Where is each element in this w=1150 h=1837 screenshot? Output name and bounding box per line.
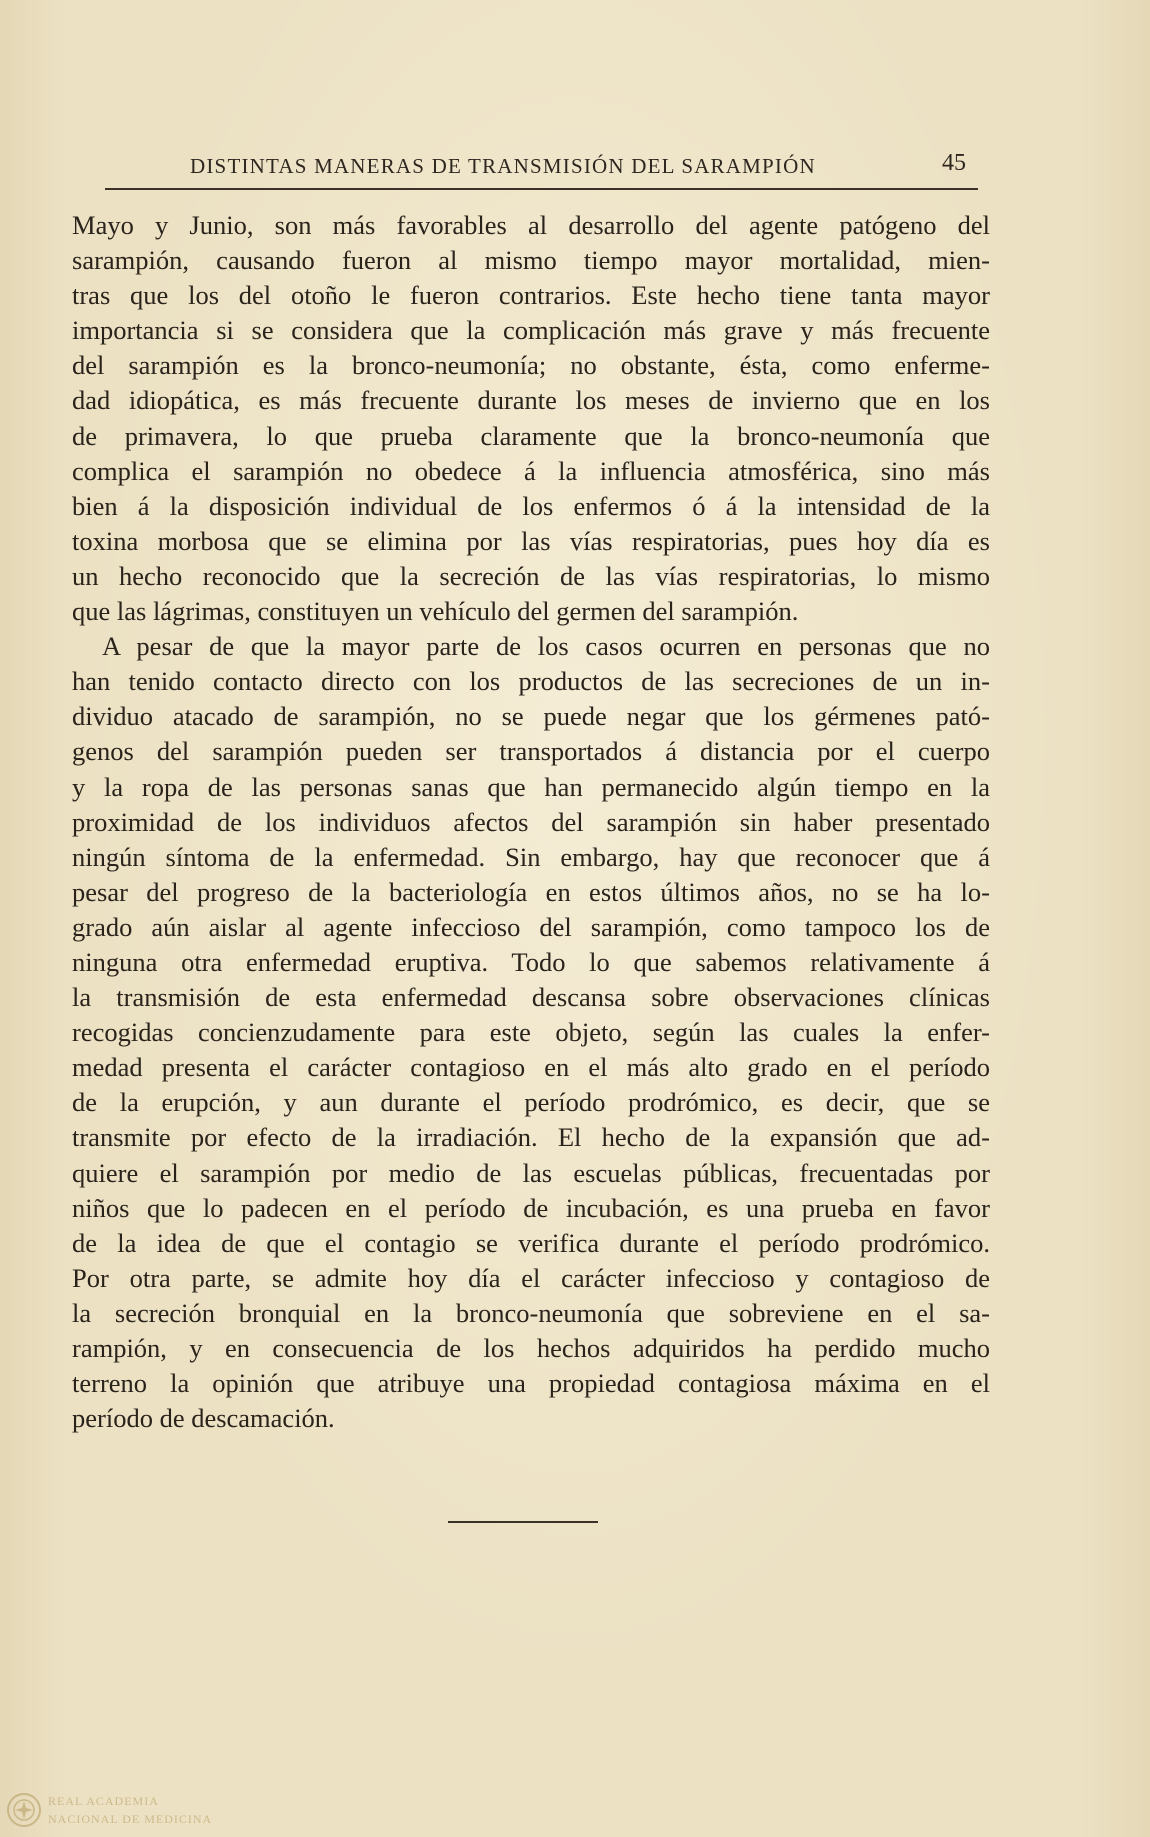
text-line: ningún síntoma de la enfermedad. Sin embargo, hay que reconocer que á [72, 841, 990, 872]
text-line: que las lágrimas, constituyen un vehículo del germen del sarampión. [72, 596, 799, 627]
text-line: la transmisión de esta enfermedad descansa sobre observaciones clínicas [72, 982, 990, 1013]
text-line: sarampión, causando fueron al mismo tiempo mayor mortalidad, mien- [72, 245, 990, 276]
text-line: complica el sarampión no obedece á la influencia atmosférica, sino más [72, 455, 990, 486]
text-line: dad idiopática, es más frecuente durante los meses de invierno que en los [72, 385, 990, 416]
text-line: grado aún aislar al agente infeccioso del sarampión, como tampoco los de [72, 911, 990, 942]
page-number: 45 [942, 150, 966, 176]
end-rule [448, 1521, 598, 1523]
running-title: DISTINTAS MANERAS DE TRANSMISIÓN DEL SARAMPIÓN [190, 154, 816, 178]
watermark-line-2: NACIONAL DE MEDICINA [48, 1812, 213, 1826]
text-line: terreno la opinión que atribuye una propiedad contagiosa máxima en el [72, 1368, 990, 1399]
text-line: transmite por efecto de la irradiación. El hecho de la expansión que ad- [72, 1122, 990, 1153]
text-line: Mayo y Junio, son más favorables al desarrollo del agente patógeno del [72, 210, 990, 240]
text-line: de la idea de que el contagio se verifica durante el período prodrómico. [72, 1227, 990, 1258]
header-rule [105, 188, 978, 190]
text-line: pesar del progreso de la bacteriología en estos últimos años, no se ha lo- [72, 876, 990, 907]
text-line: de la erupción, y aun durante el período prodrómico, es decir, que se [72, 1087, 990, 1118]
text-line: han tenido contacto directo con los productos de las secreciones de un in- [72, 666, 990, 697]
paragraph-start-line: A pesar de que la mayor parte de los casos ocurren en personas que no [102, 631, 990, 662]
watermark-line-1: REAL ACADEMIA [48, 1794, 159, 1808]
text-line: quiere el sarampión por medio de las escuelas públicas, frecuentadas por [72, 1157, 990, 1188]
library-watermark [6, 1790, 246, 1834]
text-line: genos del sarampión pueden ser transportados á distancia por el cuerpo [72, 736, 990, 767]
text-line: y la ropa de las personas sanas que han permanecido algún tiempo en la [72, 771, 990, 802]
text-line: ninguna otra enfermedad eruptiva. Todo lo que sabemos relativamente á [72, 946, 990, 977]
text-line: importancia si se considera que la complicación más grave y más frecuente [72, 315, 990, 346]
text-line: la secreción bronquial en la bronco-neumonía que sobreviene en el sa- [72, 1297, 990, 1328]
text-line: del sarampión es la bronco-neumonía; no obstante, ésta, como enferme- [72, 350, 990, 381]
text-line: toxina morbosa que se elimina por las vías respiratorias, pues hoy día es [72, 525, 990, 556]
text-line: proximidad de los individuos afectos del sarampión sin haber presentado [72, 806, 990, 837]
text-line: período de descamación. [72, 1403, 335, 1434]
text-line: Por otra parte, se admite hoy día el carácter infeccioso y contagioso de [72, 1262, 990, 1293]
running-head [70, 148, 980, 188]
text-line: bien á la disposición individual de los enfermos ó á la intensidad de la [72, 490, 990, 521]
text-line: niños que lo padecen en el período de incubación, es una prueba en favor [72, 1192, 990, 1223]
text-line: un hecho reconocido que la secreción de las vías respiratorias, lo mismo [72, 560, 990, 591]
seal-icon [6, 1792, 42, 1828]
text-line: recogidas concienzudamente para este objeto, según las cuales la enfer- [72, 1017, 990, 1048]
body-text [72, 208, 990, 1436]
text-line: de primavera, lo que prueba claramente que la bronco-neumonía que [72, 420, 990, 451]
text-line: tras que los del otoño le fueron contrarios. Este hecho tiene tanta mayor [72, 280, 990, 311]
text-line: dividuo atacado de sarampión, no se puede negar que los gérmenes pató- [72, 701, 990, 732]
text-line: rampión, y en consecuencia de los hechos adquiridos ha perdido mucho [72, 1333, 990, 1363]
text-line: medad presenta el carácter contagioso en el más alto grado en el período [72, 1052, 990, 1083]
